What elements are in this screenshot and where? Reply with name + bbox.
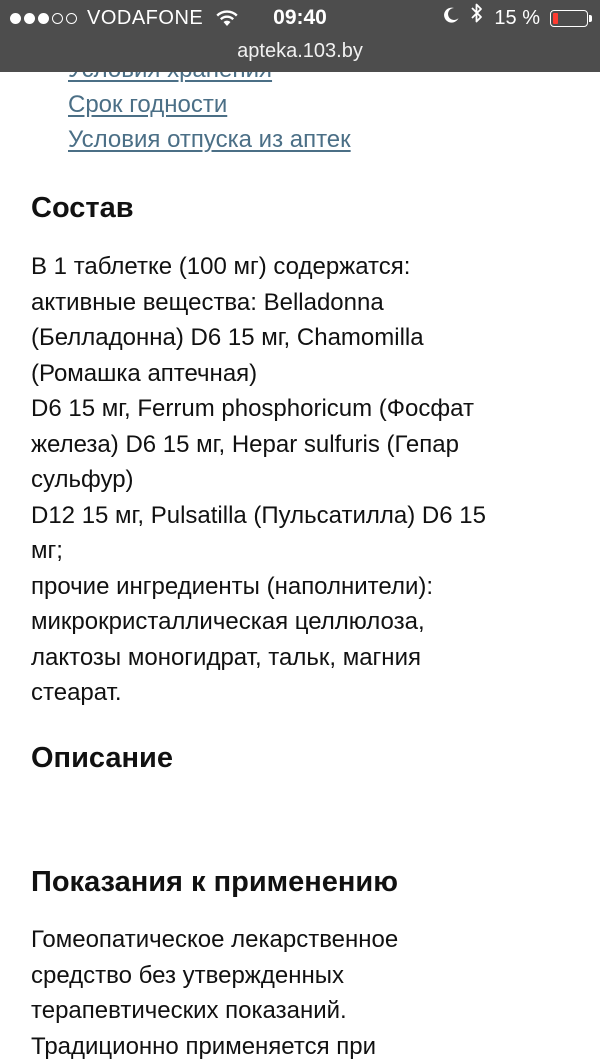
indications-line: средство без утвержденных (31, 958, 576, 994)
carrier-name: VODAFONE (87, 0, 203, 36)
composition-line: В 1 таблетке (100 мг) содержатся: (31, 249, 576, 285)
composition-line: (Ромашка аптечная) (31, 356, 576, 392)
composition-line: прочие ингредиенты (наполнители): (31, 569, 576, 605)
battery-level (553, 13, 558, 24)
battery-icon (550, 10, 588, 27)
composition-line: D6 15 мг, Ferrum phosphoricum (Фосфат (31, 391, 576, 427)
section-title-indications: Показания к применению (31, 864, 398, 900)
composition-text (31, 249, 576, 711)
composition-line: стеарат. (31, 675, 576, 711)
composition-line: (Белладонна) D6 15 мг, Chamomilla (31, 320, 576, 356)
composition-line: мг; (31, 533, 576, 569)
clock: 09:40 (0, 0, 600, 36)
composition-line: лактозы моногидрат, тальк, магния (31, 640, 576, 676)
composition-line: железа) D6 15 мг, Hepar sulfuris (Гепар (31, 427, 576, 463)
battery-percent: 15 % (494, 0, 540, 36)
status-bar (0, 0, 600, 36)
indications-text (31, 922, 576, 1064)
moon-icon (442, 0, 460, 36)
address-bar[interactable] (0, 36, 600, 72)
bluetooth-icon (470, 0, 484, 36)
section-title-composition: Состав (31, 190, 134, 226)
indications-line: Традиционно применяется при (31, 1029, 576, 1064)
composition-line: микрокристаллическая целлюлоза, (31, 604, 576, 640)
composition-line: сульфур) (31, 462, 576, 498)
composition-line: активные вещества: Belladonna (31, 285, 576, 321)
composition-line: D12 15 мг, Pulsatilla (Пульсатилла) D6 15 (31, 498, 576, 534)
indications-line: терапевтических показаний. (31, 993, 576, 1029)
toc-link-dispensing-conditions[interactable]: Условия отпуска из аптек (68, 122, 351, 157)
url-text: apteka.103.by (237, 40, 363, 62)
section-title-description: Описание (31, 740, 173, 776)
indications-line: Гомеопатическое лекарственное (31, 922, 576, 958)
status-right (442, 0, 588, 36)
browser-top-bar (0, 0, 600, 72)
toc-link-shelf-life[interactable]: Срок годности (68, 87, 351, 122)
